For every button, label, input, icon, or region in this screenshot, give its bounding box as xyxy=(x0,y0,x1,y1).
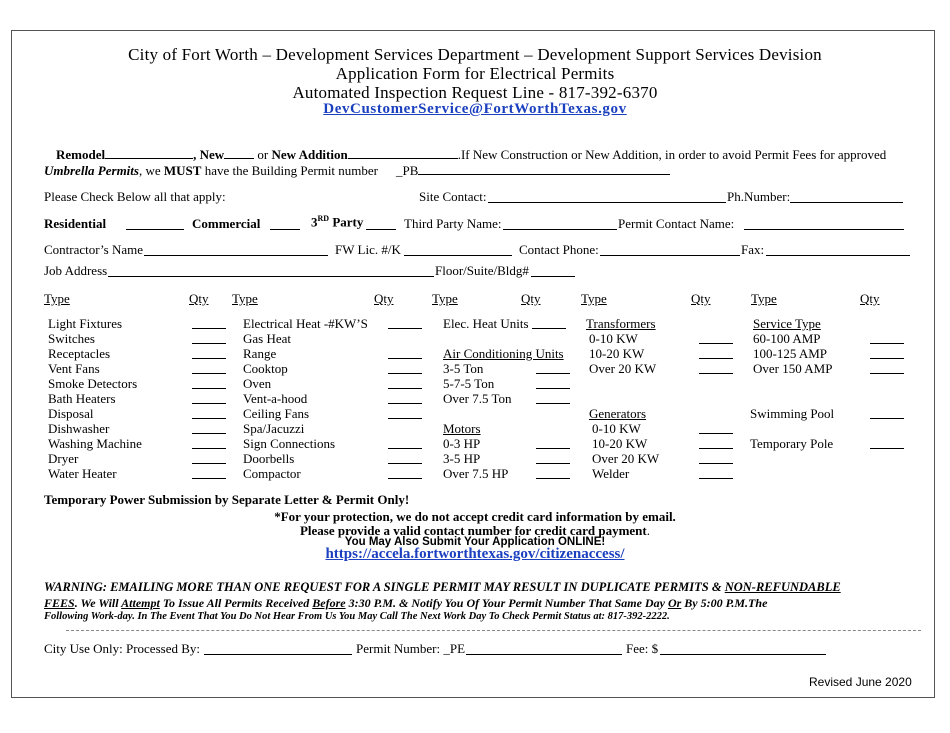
warning-nonrefundable: NON-REFUNDABLE xyxy=(724,580,841,594)
list-item: 10-20 KW xyxy=(589,346,645,361)
residential-field[interactable] xyxy=(126,229,184,230)
list-item: Spa/Jacuzzi xyxy=(243,421,305,436)
list-item: 5-7-5 Ton xyxy=(443,376,495,391)
provide-contact-text: Please provide a valid contact number for credit card payment xyxy=(299,523,647,538)
list-item: Smoke Detectors xyxy=(48,376,138,391)
qty-field[interactable] xyxy=(192,388,226,389)
list-item: Ceiling Fans xyxy=(243,406,310,421)
fax-label: Fax: xyxy=(741,242,765,257)
transformers-heading: Transformers xyxy=(586,316,656,331)
list-item: Over 150 AMP xyxy=(753,361,833,376)
list-item: Over 7.5 HP xyxy=(443,466,509,481)
warning-text-2c: 3:30 P.M. & Notify You Of Your Permit Number That Same Day xyxy=(345,596,668,610)
col2-qty-header: Qty xyxy=(374,291,394,306)
email-link[interactable]: DevCustomerService@FortWorthTexas.gov xyxy=(323,101,627,117)
qty-field[interactable] xyxy=(699,373,733,374)
qty-field[interactable] xyxy=(870,358,904,359)
third-party-sup: RD xyxy=(317,214,330,223)
col5-type-header: Type xyxy=(751,291,777,306)
qty-field[interactable] xyxy=(699,478,733,479)
col2-type-header: Type xyxy=(232,291,258,306)
qty-field[interactable] xyxy=(388,358,422,359)
qty-field[interactable] xyxy=(192,418,226,419)
qty-field[interactable] xyxy=(388,328,422,329)
fax-field[interactable] xyxy=(766,255,910,256)
pb-number-line xyxy=(418,164,670,175)
contact-phone-label: Contact Phone: xyxy=(519,242,599,257)
col4-qty-header: Qty xyxy=(691,291,711,306)
list-item: Compactor xyxy=(243,466,301,481)
list-item: Over 20 KW xyxy=(592,451,660,466)
warning-line-1 xyxy=(44,580,841,595)
qty-field[interactable] xyxy=(388,448,422,449)
remodel-label: Remodel xyxy=(56,147,106,162)
list-item: Range xyxy=(243,346,277,361)
please-check-label: Please Check Below all that apply: xyxy=(44,189,226,204)
qty-field[interactable] xyxy=(699,343,733,344)
qty-field[interactable] xyxy=(192,328,226,329)
qty-field[interactable] xyxy=(870,373,904,374)
site-contact-label: Site Contact: xyxy=(419,189,487,204)
new-addition-label: New Addition xyxy=(271,147,348,162)
list-item: 0-10 KW xyxy=(589,331,638,346)
list-item: Water Heater xyxy=(48,466,117,481)
qty-field[interactable] xyxy=(192,433,226,434)
service-type-heading: Service Type xyxy=(753,316,821,331)
qty-field[interactable] xyxy=(192,343,226,344)
col1-type-header: Type xyxy=(44,291,70,306)
provide-contact-period: . xyxy=(646,523,650,538)
list-item: Electrical Heat -#KW’S xyxy=(243,316,368,331)
list-item: Sign Connections xyxy=(243,436,336,451)
have-number-text: have the Building Permit number xyxy=(204,163,379,178)
third-party-num: 3 xyxy=(311,214,318,230)
list-item: Cooktop xyxy=(243,361,288,376)
qty-field[interactable] xyxy=(388,478,422,479)
col3-qty-header: Qty xyxy=(521,291,541,306)
qty-field[interactable] xyxy=(536,448,570,449)
list-item: Light Fixtures xyxy=(48,316,123,331)
floor-suite-label: Floor/Suite/Bldg# xyxy=(435,263,529,278)
or-text: or xyxy=(257,147,269,162)
qty-field[interactable] xyxy=(699,358,733,359)
qty-field[interactable] xyxy=(388,418,422,419)
list-item: Washing Machine xyxy=(48,436,142,451)
qty-field[interactable] xyxy=(192,403,226,404)
qty-field[interactable] xyxy=(388,373,422,374)
generators-heading: Generators xyxy=(589,406,647,421)
list-item: Doorbells xyxy=(243,451,295,466)
elec-heat-units-label: Elec. Heat Units xyxy=(443,316,529,331)
fw-lic-label: FW Lic. #/K xyxy=(335,242,401,257)
we-text: , we xyxy=(138,163,161,178)
motors-heading: Motors xyxy=(443,421,481,436)
qty-field[interactable] xyxy=(699,433,733,434)
temporary-pole-label: Temporary Pole xyxy=(750,436,834,451)
fee-label: Fee: $ xyxy=(626,641,659,656)
swimming-pool-label: Swimming Pool xyxy=(750,406,835,421)
list-item: 3-5 Ton xyxy=(443,361,484,376)
list-item: 100-125 AMP xyxy=(753,346,828,361)
qty-field[interactable] xyxy=(699,448,733,449)
list-item: 3-5 HP xyxy=(443,451,481,466)
warning-before: Before xyxy=(312,596,346,610)
city-use-label: City Use Only: Processed By: xyxy=(44,641,200,656)
warning-fees: FEES xyxy=(44,596,75,610)
list-item: Over 7.5 Ton xyxy=(443,391,512,406)
list-item: Switches xyxy=(48,331,95,346)
qty-field[interactable] xyxy=(192,373,226,374)
list-item: 10-20 KW xyxy=(592,436,648,451)
list-item: Vent-a-hood xyxy=(243,391,308,406)
job-address-field[interactable] xyxy=(108,276,434,277)
protection-note: *For your protection, we do not accept credit card information by email. xyxy=(274,509,676,524)
qty-field[interactable] xyxy=(870,448,904,449)
ph-number-field[interactable] xyxy=(790,202,903,203)
qty-field[interactable] xyxy=(870,418,904,419)
temp-power-note: Temporary Power Submission by Separate Letter & Permit Only! xyxy=(44,492,410,507)
qty-field[interactable] xyxy=(192,448,226,449)
qty-field[interactable] xyxy=(536,478,570,479)
umbrella-line xyxy=(44,163,378,179)
processed-by-field[interactable] xyxy=(204,654,352,655)
intro-line: Remodel , New or New Addition .If New Construction or New Addition, in order to avoid Permit Fees for approved xyxy=(56,147,887,162)
fee-field[interactable] xyxy=(660,654,826,655)
list-item: Welder xyxy=(592,466,630,481)
commercial-label: Commercial xyxy=(192,216,261,231)
list-item: Gas Heat xyxy=(243,331,292,346)
qty-field[interactable] xyxy=(699,463,733,464)
list-item: Vent Fans xyxy=(48,361,100,376)
qty-field[interactable] xyxy=(536,463,570,464)
contractor-name-field[interactable] xyxy=(144,255,328,256)
accela-link[interactable]: https://accela.fortworthtexas.gov/citizenaccess/ xyxy=(325,546,625,562)
qty-field[interactable] xyxy=(192,463,226,464)
permit-contact-name-field[interactable] xyxy=(744,229,904,230)
list-item: 0-10 KW xyxy=(592,421,641,436)
must-text: MUST xyxy=(163,163,202,178)
job-address-label: Job Address xyxy=(44,263,108,278)
online-note: You May Also Submit Your Application ONLINE! xyxy=(344,536,606,548)
qty-field[interactable] xyxy=(870,343,904,344)
warning-text-1: WARNING: EMAILING MORE THAN ONE REQUEST FOR A SINGLE PERMIT MAY RESULT IN DUPLICATE PERMITS & xyxy=(44,580,725,594)
qty-field[interactable] xyxy=(536,373,570,374)
list-item: Disposal xyxy=(48,406,94,421)
warning-text-2d: By 5:00 P.M.The xyxy=(681,596,768,610)
qty-field[interactable] xyxy=(192,358,226,359)
new-label: New xyxy=(199,147,225,162)
qty-field[interactable] xyxy=(192,478,226,479)
header-form-title: Application Form for Electrical Permits xyxy=(335,64,615,83)
warning-or: Or xyxy=(667,596,682,610)
qty-field[interactable] xyxy=(536,388,570,389)
floor-suite-field[interactable] xyxy=(531,276,575,277)
site-contact-field[interactable] xyxy=(488,202,726,203)
warning-text-2b: To Issue All Permits Received xyxy=(159,596,313,610)
third-party-name-label: Third Party Name: xyxy=(404,216,502,231)
intro-sentence: .If New Construction or New Addition, in order to avoid Permit Fees for approved xyxy=(457,147,887,162)
permit-contact-name-label: Permit Contact Name: xyxy=(618,216,735,231)
dashed-divider xyxy=(66,630,921,631)
commercial-field[interactable] xyxy=(270,229,300,230)
remodel-field[interactable] xyxy=(105,148,193,159)
qty-field[interactable] xyxy=(388,403,422,404)
col5-qty-header: Qty xyxy=(860,291,880,306)
warning-line-2 xyxy=(44,596,767,611)
qty-field[interactable] xyxy=(388,463,422,464)
contact-phone-field[interactable] xyxy=(600,255,740,256)
permit-number-label: Permit Number: _PE xyxy=(356,641,466,656)
third-party-field[interactable] xyxy=(366,229,396,230)
warning-text-2a: . We Will xyxy=(74,596,122,610)
list-item: Dryer xyxy=(48,451,79,466)
col4-type-header: Type xyxy=(581,291,607,306)
list-item: 0-3 HP xyxy=(443,436,481,451)
permit-number-field[interactable] xyxy=(466,654,622,655)
third-party-word: Party xyxy=(332,214,364,230)
umbrella-label: Umbrella Permits xyxy=(44,163,139,178)
fw-lic-field[interactable] xyxy=(404,255,512,256)
list-item: Dishwasher xyxy=(48,421,110,436)
header-inspection-line: Automated Inspection Request Line - 817-392-6370 xyxy=(292,83,658,102)
col3-type-header: Type xyxy=(432,291,458,306)
pb-prefix: _PB xyxy=(396,163,419,178)
list-item: 60-100 AMP xyxy=(753,331,821,346)
new-field[interactable] xyxy=(224,148,254,159)
list-item: Receptacles xyxy=(48,346,111,361)
qty-field[interactable] xyxy=(536,403,570,404)
new-addition-field[interactable] xyxy=(348,148,458,159)
list-item: Bath Heaters xyxy=(48,391,116,406)
third-party-label xyxy=(311,214,363,230)
revised-date: Revised June 2020 xyxy=(809,675,912,689)
col1-qty-header: Qty xyxy=(189,291,209,306)
third-party-name-field[interactable] xyxy=(503,229,617,230)
warning-attempt: Attempt xyxy=(121,596,160,610)
pb-field[interactable] xyxy=(396,163,670,179)
ac-units-heading: Air Conditioning Units xyxy=(443,346,564,361)
qty-field[interactable] xyxy=(388,388,422,389)
warning-line-3: Following Work-day. In The Event That You Do Not Hear From Us You May Call The Next Work Day To Check Permit Status at: 817-392-2222. xyxy=(44,611,670,622)
qty-field[interactable] xyxy=(532,328,566,329)
list-item: Oven xyxy=(243,376,272,391)
contractor-name-label: Contractor’s Name xyxy=(44,242,144,257)
list-item: Over 20 KW xyxy=(589,361,657,376)
header-department: City of Fort Worth – Development Services Department – Development Support Services Devision xyxy=(128,45,822,64)
ph-number-label: Ph.Number: xyxy=(727,189,791,204)
residential-label: Residential xyxy=(44,216,107,231)
